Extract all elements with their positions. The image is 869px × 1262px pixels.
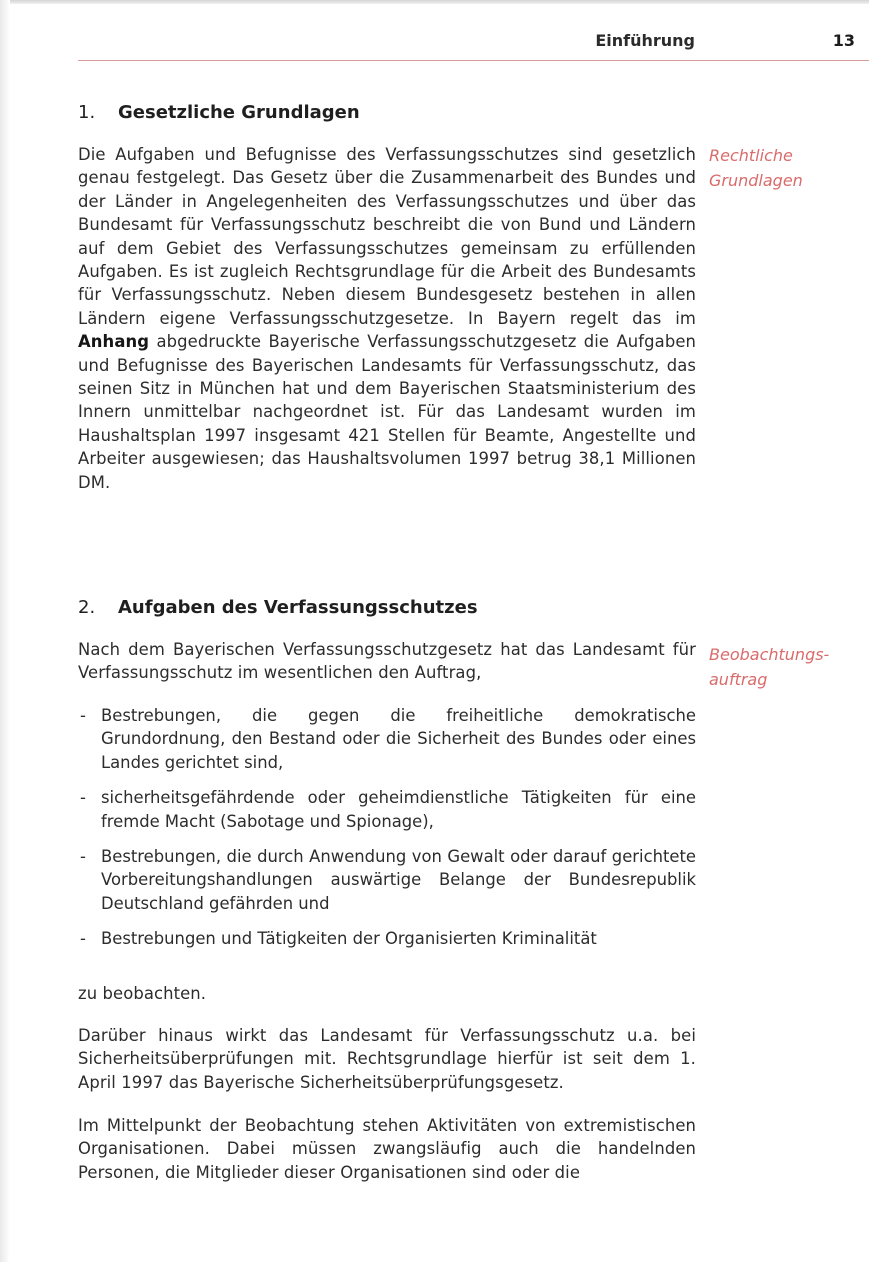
- margin-note-line: Grundlagen: [709, 171, 803, 190]
- list-item-text: sicherheitsgefährdende oder geheimdienstliche Tätigkeiten für eine fremde Macht (Sabotage und Spionage),: [101, 788, 696, 831]
- section-2-heading: [78, 597, 478, 618]
- section-1-number: 1.: [78, 102, 96, 123]
- paragraph-text: Die Aufgaben und Befugnisse des Verfassungsschutzes sind gesetzlich genau festgelegt. Das Gesetz über die Zusammenarbeit des Bundes und der Länder in Angelegenheiten des Verfassungsschutzes und über das Bundesamt für Verfassungsschutz beschreibt die von Bund und Ländern auf dem Gebiet des Verfassungsschutzes gemeinsam zu erfüllenden Aufgaben. Es ist zugleich Rechtsgrundlage für die Arbeit des Bundesamts für Verfassungsschutz. Neben diesem Bundesgesetz bestehen in allen Ländern eigene Verfassungsschutzgesetze. In Bayern regelt das im: [78, 145, 696, 328]
- list-dash: -: [80, 929, 86, 949]
- list-item: [78, 786, 696, 833]
- margin-note-line: Beobachtungs-: [709, 645, 830, 664]
- list-item: [78, 845, 696, 915]
- task-list: [78, 704, 696, 963]
- section-2-paragraph-3: Im Mittelpunkt der Beobachtung stehen Aktivitäten von extremistischen Organisationen. Dabei müssen zwangsläufig auch die handelnden Personen, die Mitglieder dieser Organisationen sind oder die: [78, 1116, 696, 1182]
- list-item: [78, 704, 696, 774]
- margin-note-line: Rechtliche: [709, 146, 793, 165]
- page-left-edge: [0, 0, 10, 1262]
- section-2-intro: Nach dem Bayerischen Verfassungsschutzgesetz hat das Landesamt für Verfassungsschutz im wesentlichen den Auftrag,: [78, 640, 696, 683]
- list-item-text: Bestrebungen und Tätigkeiten der Organisierten Kriminalität: [101, 929, 597, 949]
- list-dash: -: [80, 788, 86, 808]
- section-2-closing: zu beobachten.: [78, 984, 207, 1003]
- section-1-title: Gesetzliche Grundlagen: [118, 102, 360, 123]
- list-item-text: Bestrebungen, die durch Anwendung von Gewalt oder darauf gerichtete Vorbereitungshandlungen auswärtige Belange der Bundesrepublik Deutschland gefährden und: [101, 847, 696, 913]
- list-item: [78, 927, 696, 950]
- margin-note-rechtliche-grundlagen: [709, 143, 859, 193]
- list-dash: -: [80, 847, 86, 867]
- margin-note-line: auftrag: [709, 670, 768, 689]
- paragraph-text: abgedruckte Bayerische Verfassungsschutzgesetz die Aufgaben und Befugnisse des Bayerischen Landesamts für Verfassungsschutz, das seinen Sitz in München hat und dem Bayerischen Staatsministerium des Innern unmittelbar nachgeordnet ist. Für das Landesamt wurden im Haushaltsplan 1997 insgesamt 421 Stellen für Beamte, Angestellte und Arbeiter ausgewiesen; das Haushaltsvolumen 1997 betrug 38,1 Millionen DM.: [78, 332, 696, 492]
- page-number: 13: [832, 31, 855, 50]
- page-top-edge: [0, 0, 869, 4]
- section-2-paragraph-2: Darüber hinaus wirkt das Landesamt für Verfassungsschutz u.a. bei Sicherheitsüberprüfungen mit. Rechtsgrundlage hierfür ist seit dem 1. April 1997 das Bayerische Sicherheitsüberprüfungsgesetz.: [78, 1026, 696, 1092]
- list-item-text: Bestrebungen, die gegen die freiheitliche demokratische Grundordnung, den Bestand oder die Sicherheit des Bundes oder eines Landes gerichtet sind,: [101, 706, 696, 772]
- section-2-title: Aufgaben des Verfassungsschutzes: [118, 597, 478, 618]
- section-2-number: 2.: [78, 597, 96, 618]
- running-header-title: Einführung: [595, 31, 695, 50]
- list-dash: -: [80, 706, 86, 725]
- anhang-emphasis: Anhang: [78, 332, 150, 352]
- header-rule: [78, 60, 869, 61]
- margin-note-beobachtungsauftrag: [709, 642, 859, 692]
- section-1-heading: [78, 102, 360, 123]
- section-1-paragraph: [78, 143, 696, 494]
